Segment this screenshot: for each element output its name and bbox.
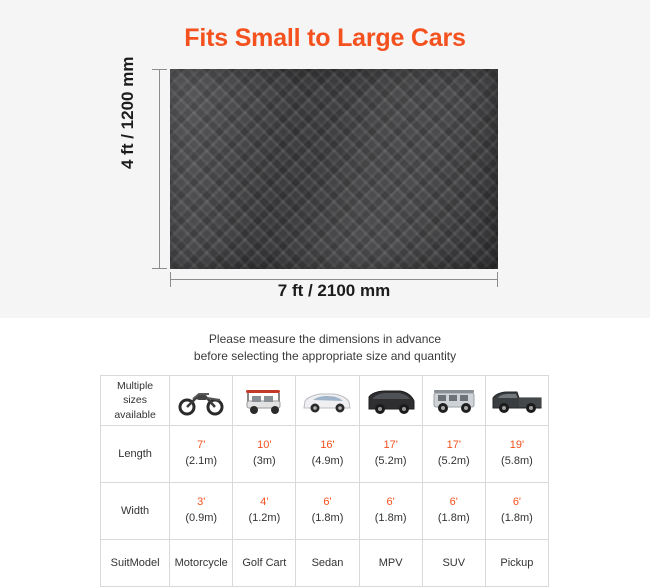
length-cell-suv bbox=[422, 426, 485, 483]
vehicle-icon-cell-golf-cart bbox=[233, 376, 296, 426]
length-metric: (3m) bbox=[253, 455, 276, 467]
length-metric: (5.2m) bbox=[437, 455, 470, 467]
length-imperial: 17' bbox=[446, 439, 461, 452]
length-cell-golf-cart bbox=[233, 426, 296, 483]
spec-section bbox=[0, 318, 650, 581]
sedan-icon bbox=[296, 386, 358, 416]
mat-image bbox=[170, 69, 498, 269]
length-cell-mpv bbox=[359, 426, 422, 483]
width-imperial: 3' bbox=[197, 496, 206, 509]
width-imperial: 4' bbox=[260, 496, 269, 509]
model-cell-mpv: MPV bbox=[359, 540, 422, 587]
diamond-plate-mat-surface bbox=[170, 69, 498, 269]
width-cell-mpv bbox=[359, 483, 422, 540]
length-cell-pickup bbox=[485, 426, 548, 483]
vehicle-icon-cell-pickup bbox=[485, 376, 548, 426]
width-cell-sedan bbox=[296, 483, 359, 540]
multiple-sizes-label: Multiple sizes available bbox=[114, 380, 156, 421]
length-metric: (4.9m) bbox=[311, 455, 344, 467]
width-metric: (0.9m) bbox=[185, 512, 218, 524]
width-imperial: 6' bbox=[386, 496, 395, 509]
table-row-length bbox=[101, 426, 549, 483]
length-imperial: 19' bbox=[509, 439, 525, 452]
hero-panel: Fits Small to Large Cars 4 ft / 1200 mm 7 ft / 2100 mm bbox=[0, 0, 650, 318]
model-cell-suv: SUV bbox=[422, 540, 485, 587]
width-cell-pickup bbox=[485, 483, 548, 540]
suv-icon bbox=[423, 385, 485, 417]
table-header-cell bbox=[101, 376, 170, 426]
page-title: Fits Small to Large Cars bbox=[184, 24, 466, 52]
length-cell-sedan bbox=[296, 426, 359, 483]
length-imperial: 10' bbox=[257, 439, 272, 452]
mpv-icon bbox=[360, 385, 422, 417]
dimension-line-vertical bbox=[159, 69, 160, 269]
width-imperial: 6' bbox=[323, 496, 332, 509]
length-imperial: 17' bbox=[383, 439, 398, 452]
table-row-icons bbox=[101, 376, 549, 426]
length-metric: (5.2m) bbox=[374, 455, 407, 467]
dimension-line-horizontal bbox=[170, 279, 498, 280]
row-label-suitmodel: SuitModel bbox=[101, 540, 170, 587]
length-cell-motorcycle bbox=[170, 426, 233, 483]
width-metric: (1.8m) bbox=[374, 512, 407, 524]
measure-note bbox=[0, 318, 650, 365]
vehicle-icon-cell-sedan bbox=[296, 376, 359, 426]
vehicle-size-table bbox=[100, 375, 549, 587]
width-imperial: 6' bbox=[449, 496, 458, 509]
width-dimension-label: 7 ft / 2100 mm bbox=[277, 281, 391, 300]
measure-note-line-1: Please measure the dimensions in advance bbox=[208, 332, 442, 346]
width-cell-suv bbox=[422, 483, 485, 540]
dimension-cap-bottom bbox=[152, 268, 167, 269]
width-imperial: 6' bbox=[512, 496, 522, 509]
width-cell-golf-cart bbox=[233, 483, 296, 540]
golf-cart-icon bbox=[233, 386, 295, 416]
motorcycle-icon bbox=[170, 386, 232, 416]
row-label-length: Length bbox=[101, 426, 170, 483]
measure-note-line-2: before selecting the appropriate size and quantity bbox=[193, 349, 457, 364]
vehicle-icon-cell-mpv bbox=[359, 376, 422, 426]
width-metric: (1.8m) bbox=[501, 512, 533, 524]
table-row-width bbox=[101, 483, 549, 540]
length-metric: (5.8m) bbox=[501, 455, 533, 467]
width-metric: (1.2m) bbox=[248, 512, 281, 524]
length-metric: (2.1m) bbox=[185, 455, 218, 467]
height-dimension-line bbox=[152, 69, 166, 269]
model-cell-sedan: Sedan bbox=[296, 540, 359, 587]
pickup-icon bbox=[486, 385, 548, 417]
table-row-suitmodel bbox=[101, 540, 549, 587]
width-metric: (1.8m) bbox=[437, 512, 470, 524]
width-cell-motorcycle bbox=[170, 483, 233, 540]
model-cell-golf-cart: Golf Cart bbox=[233, 540, 296, 587]
length-imperial: 16' bbox=[320, 439, 335, 452]
row-label-width: Width bbox=[101, 483, 170, 540]
model-cell-pickup: Pickup bbox=[485, 540, 548, 587]
length-imperial: 7' bbox=[197, 439, 206, 452]
vehicle-icon-cell-motorcycle bbox=[170, 376, 233, 426]
vehicle-icon-cell-suv bbox=[422, 376, 485, 426]
model-cell-motorcycle: Motorcycle bbox=[170, 540, 233, 587]
width-metric: (1.8m) bbox=[311, 512, 344, 524]
